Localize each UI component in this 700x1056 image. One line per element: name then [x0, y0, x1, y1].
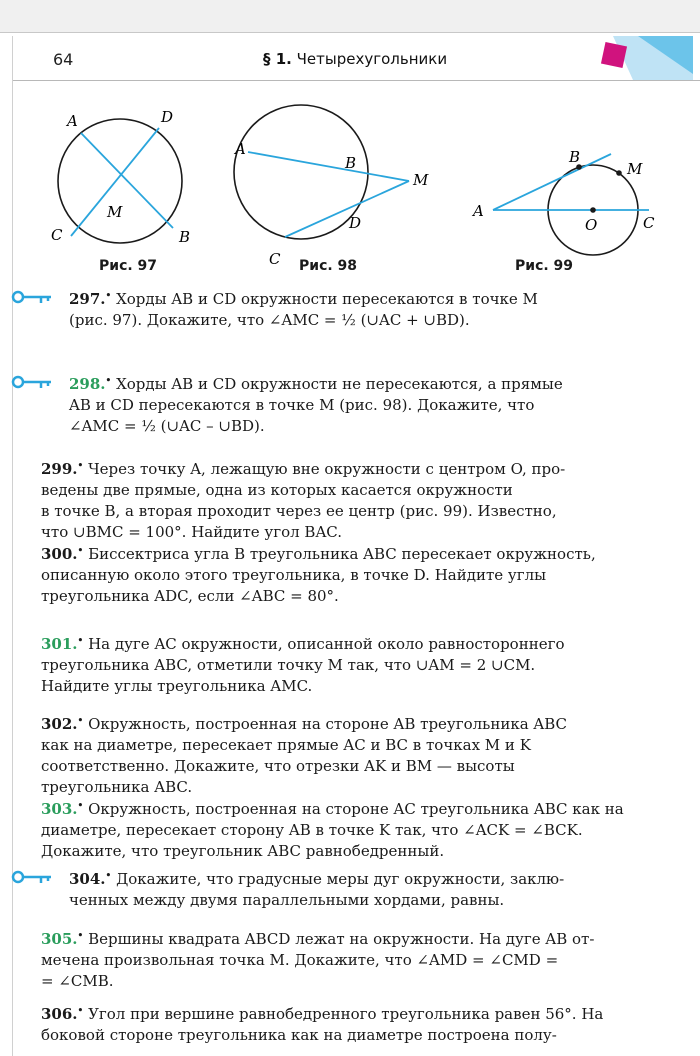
figure-98 — [233, 105, 429, 268]
problem-line: мечена произвольная точка M. Докажите, что ∠AMD = ∠CMD = — [41, 951, 559, 969]
problem-number: 303. — [41, 800, 78, 818]
textbook-page — [12, 36, 700, 1056]
fig97-label-C: C — [51, 226, 63, 244]
problem-text: Окружность, построенная на стороне AC треугольника ABC как на — [83, 800, 624, 818]
problem-line: 306.• Угол при вершине равнобедренного треугольника равен 56°. На — [41, 1005, 604, 1023]
problem-text: Угол при вершине равнобедренного треугольника равен 56°. На — [83, 1005, 604, 1023]
problem-text: Хорды AB и CD окружности пересекаются в точке M — [111, 290, 538, 308]
problem-line: треугольника ABC. — [41, 778, 193, 796]
fig97-label-A: A — [67, 112, 78, 130]
problem-298 — [69, 371, 661, 437]
problem-line: в точке B, а вторая проходит через ее центр (рис. 99). Известно, — [41, 502, 557, 520]
key-icon — [11, 375, 53, 389]
problem-line: ∠AMC = ½ (∪AC – ∪BD). — [69, 417, 265, 435]
page-header — [13, 36, 700, 81]
key-icon — [11, 290, 53, 304]
problem-306 — [41, 1001, 661, 1046]
problem-number: 306. — [41, 1005, 78, 1023]
problem-line: 303.• Окружность, построенная на стороне AC треугольника ABC как на — [41, 800, 624, 818]
fig99-label-C: C — [643, 214, 655, 232]
problem-number: 302. — [41, 715, 78, 733]
fig-caption-98: Рис. 98 — [299, 258, 358, 274]
problem-text: Через точку A, лежащую вне окружности с центром O, про- — [83, 460, 566, 478]
section-symbol: § 1. — [263, 50, 292, 68]
problem-line: Докажите, что треугольник ABC равнобедренный. — [41, 842, 445, 860]
problem-number: 297. — [69, 290, 106, 308]
fig99-label-A: A — [473, 202, 484, 220]
corner-decoration-icon — [593, 36, 693, 80]
fig-caption-99: Рис. 99 — [515, 258, 574, 274]
problem-line: 299.• Через точку A, лежащую вне окружности с центром O, про- — [41, 460, 566, 478]
problem-line: ведены две прямые, одна из которых касается окружности — [41, 481, 513, 499]
problem-line: диаметре, пересекает сторону AB в точке K так, что ∠ACK = ∠BCK. — [41, 821, 583, 839]
problem-line: соответственно. Докажите, что отрезки AK и BM — высоты — [41, 757, 515, 775]
fig97-label-D: D — [161, 108, 174, 126]
problem-line: что ∪BMC = 100°. Найдите угол BAC. — [41, 523, 342, 541]
fig-caption-97: Рис. 97 — [99, 258, 158, 274]
problem-line: 298.• Хорды AB и CD окружности не пересекаются, а прямые — [69, 375, 563, 393]
problem-number: 304. — [69, 870, 106, 888]
fig98-label-C: C — [269, 250, 281, 268]
problem-line: AB и CD пересекаются в точке M (рис. 98). Докажите, что — [69, 396, 535, 414]
problem-line: = ∠CMB. — [41, 972, 114, 990]
fig99-label-O: O — [585, 216, 598, 234]
problem-line: Найдите углы треугольника AMC. — [41, 677, 313, 695]
problem-line: 300.• Биссектриса угла B треугольника ABC пересекает окружность, — [41, 545, 596, 563]
section-title — [263, 50, 447, 68]
problem-text: На дуге AC окружности, описанной около равностороннего — [83, 635, 565, 653]
problem-line: 302.• Окружность, построенная на стороне AB треугольника ABC — [41, 715, 568, 733]
figures-row — [13, 92, 700, 272]
problem-line: описанную около этого треугольника, в точке D. Найдите углы — [41, 566, 547, 584]
problem-line: боковой стороне треугольника как на диаметре построена полу- — [41, 1026, 557, 1044]
fig98-label-D: D — [349, 214, 362, 232]
figure-99 — [471, 148, 655, 255]
problem-line: (рис. 97). Докажите, что ∠AMC = ½ (∪AC + ∪BD). — [69, 311, 470, 329]
problem-number: 305. — [41, 930, 78, 948]
problem-line: 301.• На дуге AC окружности, описанной около равностороннего — [41, 635, 565, 653]
problem-297 — [69, 286, 661, 331]
problem-text: Вершины квадрата ABCD лежат на окружности. На дуге AB от- — [83, 930, 595, 948]
problem-line: как на диаметре, пересекает прямые AC и BC в точках M и K — [41, 736, 531, 754]
problem-number: 301. — [41, 635, 78, 653]
problem-303 — [41, 796, 661, 862]
fig98-label-B: B — [345, 154, 357, 172]
fig98-label-M: M — [413, 171, 429, 189]
problem-number: 299. — [41, 460, 78, 478]
problem-text: Окружность, построенная на стороне AB треугольника ABC — [83, 715, 568, 733]
fig99-label-B: B — [569, 148, 581, 166]
problem-line: треугольника ADC, если ∠ABC = 80°. — [41, 587, 339, 605]
fig97-label-B: B — [179, 228, 191, 246]
problem-line: треугольника ABC, отметили точку M так, что ∪AM = 2 ∪CM. — [41, 656, 536, 674]
fig98-label-A: A — [235, 140, 246, 158]
problem-number: 300. — [41, 545, 78, 563]
problem-line: ченных между двумя параллельными хордами, равны. — [69, 891, 505, 909]
problem-text: Хорды AB и CD окружности не пересекаются, а прямые — [111, 375, 563, 393]
problem-line: 297.• Хорды AB и CD окружности пересекаются в точке M — [69, 290, 538, 308]
fig97-label-M: M — [107, 203, 123, 221]
viewer-top-bar — [0, 0, 700, 33]
problem-301 — [41, 631, 661, 697]
page-number: 64 — [53, 50, 74, 69]
problem-line: 304.• Докажите, что градусные меры дуг окружности, заклю- — [69, 870, 565, 888]
figure-97 — [51, 108, 190, 246]
section-name: Четырехугольники — [296, 50, 448, 68]
problem-number: 298. — [69, 375, 106, 393]
key-icon — [11, 870, 53, 884]
fig99-label-M: M — [627, 160, 643, 178]
problem-304 — [69, 866, 661, 911]
problem-text: Докажите, что градусные меры дуг окружности, заклю- — [111, 870, 565, 888]
problem-305 — [41, 926, 661, 992]
problem-299 — [41, 456, 661, 543]
problem-line: 305.• Вершины квадрата ABCD лежат на окружности. На дуге AB от- — [41, 930, 595, 948]
problem-text: Биссектриса угла B треугольника ABC пересекает окружность, — [83, 545, 596, 563]
problem-300 — [41, 541, 661, 607]
problem-302 — [41, 711, 661, 798]
